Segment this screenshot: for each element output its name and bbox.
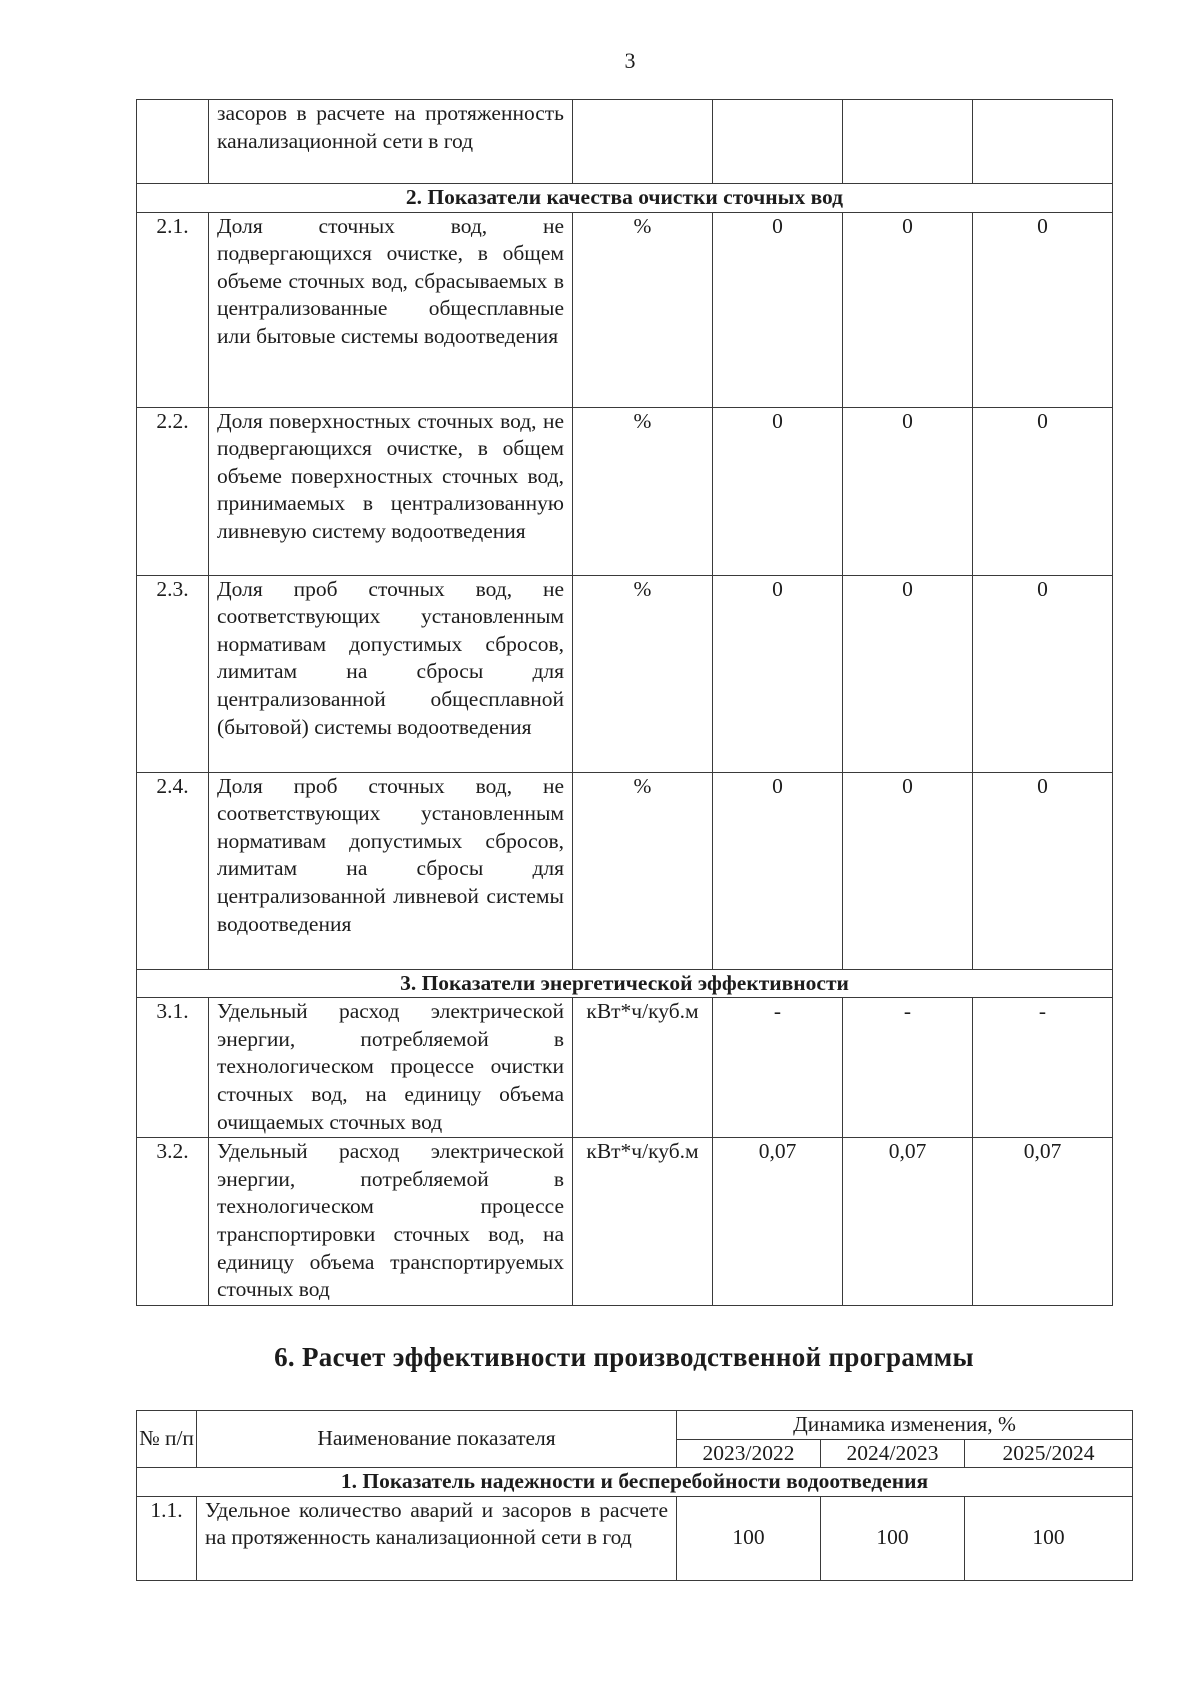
value-2023: 0 — [713, 575, 843, 772]
row-number — [137, 100, 209, 184]
value-2024-2023: 100 — [821, 1496, 965, 1580]
header-period: 2025/2024 — [965, 1439, 1133, 1468]
value-2025 — [973, 100, 1113, 184]
table-row — [137, 1496, 1133, 1580]
value-2025: 0,07 — [973, 1138, 1113, 1306]
indicator-name: Доля проб сточных вод, не соответствующих установленным нормативам допустимых сбросов, лимитам на сбросы для централизованной общесплавной (бытовой) системы водоотведения — [209, 575, 573, 772]
header-dynamics: Динамика изменения, % — [677, 1411, 1133, 1440]
value-2025-2024: 100 — [965, 1496, 1133, 1580]
section-row — [137, 184, 1113, 213]
value-2023: 0,07 — [713, 1138, 843, 1306]
table-row — [137, 575, 1113, 772]
row-number: 2.4. — [137, 772, 209, 969]
row-number: 3.1. — [137, 998, 209, 1138]
row-number: 3.2. — [137, 1138, 209, 1306]
indicator-name: Удельный расход электрической энергии, потребляемой в технологическом процессе транспортировки сточных вод, на единицу объема транспортируемых сточных вод — [209, 1138, 573, 1306]
efficiency-table — [136, 1410, 1133, 1581]
value-2025: 0 — [973, 772, 1113, 969]
indicators-table — [136, 99, 1113, 1306]
unit: % — [573, 212, 713, 407]
value-2023: - — [713, 998, 843, 1138]
value-2023: 0 — [713, 212, 843, 407]
section-heading: 6. Расчет эффективности производственной программы — [274, 1342, 974, 1372]
value-2024: 0 — [843, 772, 973, 969]
value-2024: - — [843, 998, 973, 1138]
value-2023: 0 — [713, 407, 843, 575]
table-row — [137, 407, 1113, 575]
value-2023-2022: 100 — [677, 1496, 821, 1580]
row-number: 1.1. — [137, 1496, 197, 1580]
value-2025: 0 — [973, 407, 1113, 575]
section-row — [137, 969, 1113, 998]
value-2024: 0 — [843, 212, 973, 407]
header-name: Наименование показателя — [197, 1411, 677, 1468]
table-row — [137, 212, 1113, 407]
indicator-name: Доля проб сточных вод, не соответствующих установленным нормативам допустимых сбросов, лимитам на сбросы для централизованной ливневой системы водоотведения — [209, 772, 573, 969]
value-2025: 0 — [973, 212, 1113, 407]
value-2024: 0 — [843, 575, 973, 772]
table-row — [137, 772, 1113, 969]
value-2024: 0,07 — [843, 1138, 973, 1306]
indicator-name: Удельное количество аварий и засоров в расчете на протяженность канализационной сети в год — [197, 1496, 677, 1580]
indicator-name: Доля поверхностных сточных вод, не подвергающихся очистке, в общем объеме поверхностных сточных вод, принимаемых в централизованную ливневую систему водоотведения — [209, 407, 573, 575]
section-title: 2. Показатели качества очистки сточных вод — [137, 184, 1113, 213]
section-row — [137, 1468, 1133, 1497]
value-2025: 0 — [973, 575, 1113, 772]
value-2023 — [713, 100, 843, 184]
value-2024 — [843, 100, 973, 184]
header-period: 2024/2023 — [821, 1439, 965, 1468]
section-title: 3. Показатели энергетической эффективности — [137, 969, 1113, 998]
unit — [573, 100, 713, 184]
table-row — [137, 100, 1113, 184]
unit: кВт*ч/куб.м — [573, 1138, 713, 1306]
header-period: 2023/2022 — [677, 1439, 821, 1468]
indicator-name: Удельный расход электрической энергии, потребляемой в технологическом процессе очистки сточных вод, на единицу объема очищаемых сточных вод — [209, 998, 573, 1138]
indicator-name: Доля сточных вод, не подвергающихся очистке, в общем объеме сточных вод, сбрасываемых в централизованные общесплавные или бытовые системы водоотведения — [209, 212, 573, 407]
value-2024: 0 — [843, 407, 973, 575]
row-number: 2.1. — [137, 212, 209, 407]
table-row — [137, 998, 1113, 1138]
row-number: 2.2. — [137, 407, 209, 575]
unit: % — [573, 772, 713, 969]
unit: кВт*ч/куб.м — [573, 998, 713, 1138]
row-number: 2.3. — [137, 575, 209, 772]
unit: % — [573, 407, 713, 575]
value-2023: 0 — [713, 772, 843, 969]
indicator-name: засоров в расчете на протяженность канализационной сети в год — [209, 100, 573, 184]
header-number: № п/п — [137, 1411, 197, 1468]
unit: % — [573, 575, 713, 772]
header-row — [137, 1411, 1133, 1440]
table-row — [137, 1138, 1113, 1306]
section-title: 1. Показатель надежности и бесперебойности водоотведения — [137, 1468, 1133, 1497]
page-number: 3 — [624, 48, 636, 73]
value-2025: - — [973, 998, 1113, 1138]
